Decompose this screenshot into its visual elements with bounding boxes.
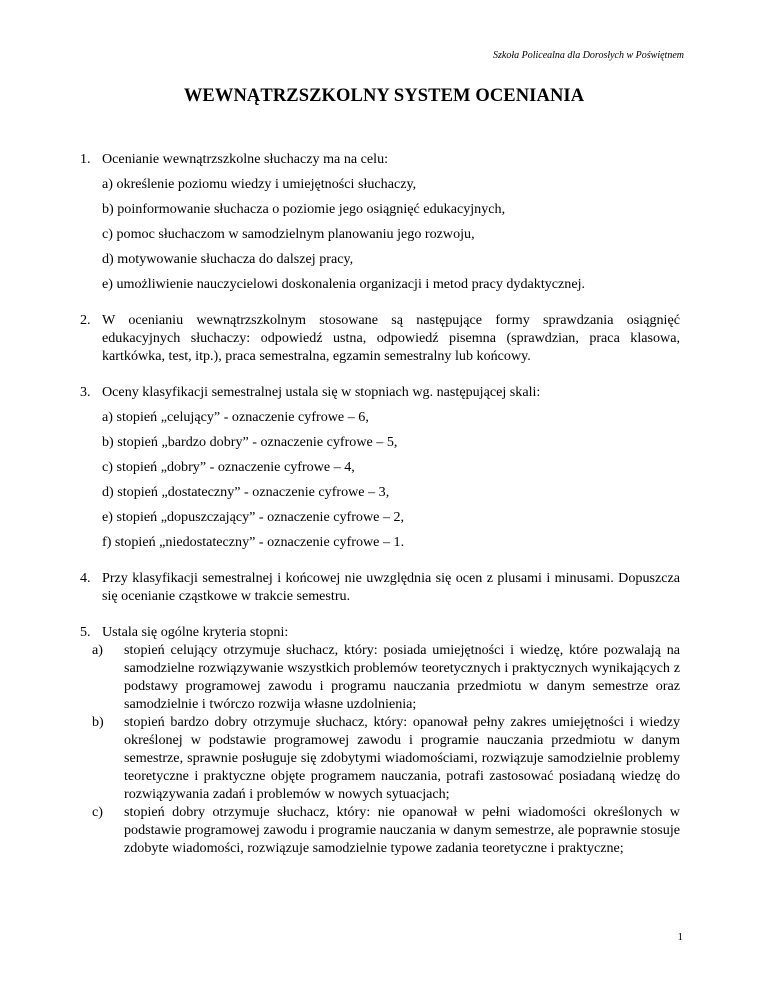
list-item-5 — [80, 623, 680, 857]
sub-item: b) stopień „bardzo dobry” - oznaczenie cyfrowe – 5, — [102, 434, 398, 450]
item-number: 4. — [80, 570, 91, 586]
criterion-text: stopień celujący otrzymuje słuchacz, który: posiada umiejętności i wiedzę, które pozwalają na samodzielne rozwiązywanie wszystkich problemów teoretycznych i praktycznych wynikających z podstawy programowej zawodu i programu nauczania przedmiotu w danym semestrze oraz samodzielnie i twórczo rozwija własne uzdolnienia; — [124, 642, 680, 712]
document-body — [80, 150, 680, 875]
item-text: W ocenianiu wewnątrzszkolnym stosowane są następujące formy sprawdzania osiągnięć edukacyjnych słuchaczy: odpowiedź ustna, odpowiedź pisemna (sprawdzian, praca klasowa, kartkówka, test, itp.), praca semestralna, egzamin semestralny lub końcowy. — [102, 312, 680, 364]
sub-list — [102, 408, 680, 551]
page-number: 1 — [677, 931, 683, 943]
list-item-4 — [80, 569, 680, 605]
criterion-letter: a) — [92, 642, 103, 658]
sub-item: a) określenie poziomu wiedzy i umiejętności słuchaczy, — [102, 176, 417, 192]
sub-item: a) stopień „celujący” - oznaczenie cyfrowe – 6, — [102, 409, 369, 425]
item-text: Ustala się ogólne kryteria stopni: — [102, 624, 289, 640]
criterion-letter: b) — [92, 714, 104, 730]
document-title: WEWNĄTRZSZKOLNY SYSTEM OCENIANIA — [183, 86, 585, 106]
sub-item: c) stopień „dobry” - oznaczenie cyfrowe – 4, — [102, 459, 355, 475]
item-number: 2. — [80, 312, 91, 328]
item-text: Ocenianie wewnątrzszkolne słuchaczy ma na celu: — [102, 151, 389, 167]
list-item-2 — [80, 311, 680, 365]
criterion-text: stopień dobry otrzymuje słuchacz, który: nie opanował w pełni wiadomości określonych w podstawie programowej zawodu i programie nauczania w danym semestrze, ale poprawnie stosuje zdobyte wiadomości, rozwiązuje samodzielnie typowe zadania teoretyczne i praktyczne; — [124, 804, 680, 856]
sub-item: b) poinformowanie słuchacza o poziomie jego osiągnięć edukacyjnych, — [102, 201, 506, 217]
list-item-3 — [80, 383, 680, 551]
item-number: 1. — [80, 151, 91, 167]
item-text: Przy klasyfikacji semestralnej i końcowej nie uwzględnia się ocen z plusami i minusami. Dopuszcza się ocenianie cząstkowe w trakcie semestru. — [102, 570, 680, 604]
criteria-list — [80, 641, 680, 857]
sub-item: f) stopień „niedostateczny” - oznaczenie cyfrowe – 1. — [102, 534, 405, 550]
page-header: Szkoła Policealna dla Dorosłych w Poświętnem — [493, 50, 684, 61]
criterion-text: stopień bardzo dobry otrzymuje słuchacz, który: opanował pełny zakres umiejętności i wiedzy określonej w podstawie programowej zawodu i programie nauczania przedmiotu w danym semestrze, sprawnie posługuje się zdobytymi wiadomościami, rozwiązuje samodzielnie problemy teoretyczne i praktyczne objęte programem nauczania, potrafi zastosować posiadaną wiedzę do rozwiązywania zadań i problemów w nowych sytuacjach; — [124, 714, 680, 802]
item-text: Oceny klasyfikacji semestralnej ustala się w stopniach wg. następującej skali: — [102, 384, 541, 400]
criterion-b — [92, 713, 680, 803]
criterion-c — [92, 803, 680, 857]
sub-item: d) motywowanie słuchacza do dalszej pracy, — [102, 251, 354, 267]
sub-item: e) umożliwienie nauczycielowi doskonalenia organizacji i metod pracy dydaktycznej. — [102, 276, 586, 292]
criterion-letter: c) — [92, 804, 103, 820]
sub-list — [102, 175, 680, 293]
sub-item: c) pomoc słuchaczom w samodzielnym planowaniu jego rozwoju, — [102, 226, 475, 242]
sub-item: e) stopień „dopuszczający” - oznaczenie cyfrowe – 2, — [102, 509, 405, 525]
list-item-1 — [80, 150, 680, 293]
item-number: 3. — [80, 384, 91, 400]
item-number: 5. — [80, 624, 91, 640]
sub-item: d) stopień „dostateczny” - oznaczenie cyfrowe – 3, — [102, 484, 390, 500]
criterion-a — [92, 641, 680, 713]
